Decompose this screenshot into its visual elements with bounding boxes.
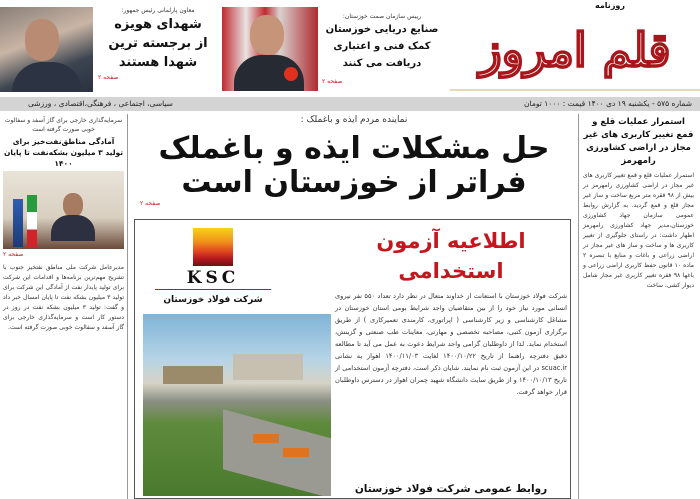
issue-info: شماره ۵۷۵ - یکشنبه ۱۹ دی ۱۴۰۰ قیمت : ۱۰۰۰ تومان	[524, 99, 692, 108]
newspaper-logo: قلم امروز	[479, 23, 671, 77]
main-headline-line: حل مشکلات ایذه و باغملک	[158, 131, 550, 166]
main-story[interactable]	[132, 114, 576, 208]
story-title: آمادگی مناطق‌نفت‌خیز برای تولید ۳ میلیون بشکه‌نفت تا پایان ۱۴۰۰	[3, 137, 124, 168]
right-column-story[interactable]	[578, 114, 698, 499]
story-title-line: صنایع دریایی خوزستان	[325, 24, 439, 35]
sections-label: سیاسی، اجتماعی ، فرهنگی،اقتصادی ، ورزشی	[28, 99, 173, 108]
info-bar	[0, 97, 700, 111]
ksc-logo	[193, 228, 233, 266]
main-headline-line: فراتر از خوزستان است	[181, 165, 527, 200]
ad-signature: روابط عمومی شرکت فولاد خوزستان	[354, 483, 548, 495]
story-photo-oil-official	[3, 171, 124, 249]
main-story-kicker: نماینده مردم ایذه و باغملک :	[300, 115, 408, 125]
story-title-line: شهدا هستند	[118, 55, 198, 70]
story-title-line: از برجسته ترین	[108, 36, 208, 51]
story-title: استمرار عملیات قلع و قمع تغییر کاربری های غیر مجاز در اراضی کشاورزی رامهرمز	[583, 117, 694, 166]
masthead-small-label: روزنامه	[595, 1, 625, 10]
left-column-story[interactable]	[0, 114, 128, 499]
story-photo-vice-president	[0, 7, 93, 92]
steel-plant-photo	[143, 314, 331, 496]
ad-body: شرکت فولاد خوزستان با استعانت از خداوند متعال در نظر دارد تعداد ۵۵۰ نفر نیروی انسانی مورد نیاز خود را از بین متقاضیان واجد شرایط بومی استان خوزستان در مشاغل کارشناسی و زیر کارشناسی ( اپراتوری، کارمندی تعمیرکاری ) از طریق برگزاری آزمون کتبی، مصاحبه تخصصی و مهارتی، معاینات طب صنعتی و گزینش، استخدام نماید. لذا از داوطلبان گرامی واجد شرایط دعوت به عمل می آید تا مطالعه دقیق دفترچه راهنما از تاریخ ۱۴۰۰/۱۰/۲۲ لغایت ۱۴۰۰/۱۱/۰۳ اهواز به نشانی scuac.ir در این آزمون ثبت نام نمایند. شایان ذکر است، دفترچه آزمون استخدامی از تاریخ ۱۴۰۰/۱۰/۱۳ و از طریق سایت دانشگاه شهید چمران اهواز در دسترس داوطلبان قرار خواهد گرفت.	[335, 292, 568, 396]
ad-text-column	[335, 226, 567, 496]
ksc-logo-text: KSC	[155, 268, 271, 290]
ad-title: اطلاعیه آزمون استخدامی	[376, 229, 526, 283]
masthead	[445, 0, 700, 95]
story-kicker: معاون پارلمانی رئیس جمهور:	[121, 7, 195, 14]
page-ref[interactable]: صفحه ۲	[140, 200, 161, 207]
page-ref[interactable]: صفحه ۲	[322, 78, 343, 85]
story-title-line: شهدای هویزه	[114, 17, 202, 32]
top-story-1[interactable]	[98, 6, 218, 82]
story-kicker: سرمایه‌گذاری خارجی برای گاز آسفد و سفالوت خوبی صورت گرفته است	[4, 117, 123, 133]
story-kicker: رییس سازمان صمت خوزستان:	[342, 13, 422, 20]
story-body: مدیرعامل شرکت ملی مناطق نفتخیز جنوب با تشریح مهم‌ترین برنامه‌ها و اقدامات این شرکت برای تولید پایدار نفت از آمادگی این شرکت برای تولید ۳ میلیون بشکه نفت تا پایان امسال خبر داد و گفت: تولید ۳ میلیون بشکه نفت در روز در دستور کار است و سرمایه‌گذاری خارجی برای گاز آسفد و سفالوت خوبی صورت گرفته است.	[3, 264, 124, 331]
page-ref[interactable]: صفحه ۲	[3, 251, 24, 258]
story-photo-official	[222, 7, 318, 91]
company-name: شرکت فولاد خوزستان	[163, 295, 263, 305]
job-exam-ad[interactable]	[134, 219, 571, 499]
top-story-2[interactable]	[322, 12, 442, 86]
page-ref[interactable]: صفحه ۲	[98, 74, 119, 81]
story-title-line: کمک فنی و اعتباری	[333, 41, 431, 52]
story-title-line: دریافت می کنند	[342, 58, 422, 69]
story-body: استمرار عملیات قلع و قمع تغییر کاربری های غیر مجاز در اراضی کشاورزی رامهرمز در بیش از ۹۸ فقره متر مربع ساخت و ساز غیر مجاز قلع و قمع گردید. به گزارش روابط عمومی سازمان جهاد کشاورزی خوزستان،مدیر جهاد کشاورزی رامهرمز اظهار داشت: در راستای جلوگیری از تغییر کاربری ها و ساخت و ساز های غیر مجاز در اراضی زراعی و باغات و منابع با تبصره ۲ ماده ۱۰ قانون حفظ کاربری اراضی زراعی و باغها ۹۸ فقره تغییر کاربری غیر مجاز شامل دیوار کشی، ساخت	[583, 172, 695, 289]
